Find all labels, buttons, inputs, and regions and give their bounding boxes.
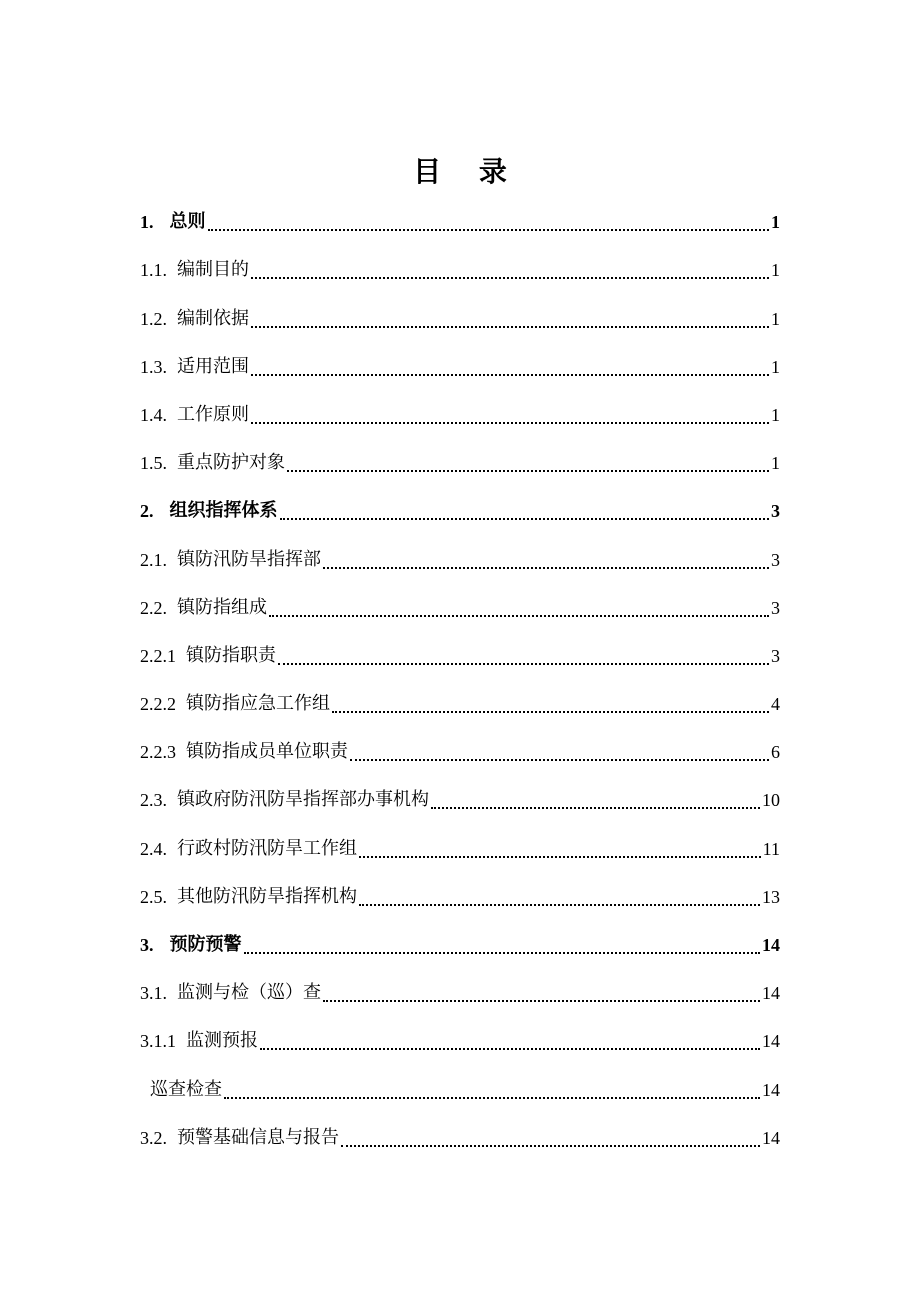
toc-entry-number: 2.5. bbox=[140, 886, 167, 907]
toc-entry-page-number: 1 bbox=[771, 260, 780, 281]
toc-entry-page-number: 1 bbox=[771, 453, 780, 474]
toc-entry-label: 巡查检查 bbox=[150, 1078, 222, 1100]
toc-dot-leader bbox=[244, 921, 761, 969]
toc-entry[interactable] bbox=[140, 487, 780, 535]
toc-dot-leader bbox=[359, 873, 760, 921]
toc-entry-page-number: 14 bbox=[762, 1031, 780, 1052]
toc-dot-leader bbox=[332, 680, 769, 728]
toc-dot-leader bbox=[208, 198, 770, 246]
toc-entry[interactable] bbox=[140, 198, 780, 246]
toc-entry-number: 2.4. bbox=[140, 838, 167, 859]
toc-entry-page-number: 14 bbox=[762, 1127, 780, 1148]
toc-dot-leader bbox=[341, 1114, 760, 1162]
toc-entry[interactable] bbox=[140, 246, 780, 294]
toc-entry[interactable] bbox=[140, 535, 780, 583]
toc-entry-number: 1.1. bbox=[140, 260, 167, 281]
toc-entry-page-number: 6 bbox=[771, 742, 780, 763]
toc-entry-page-number: 3 bbox=[771, 549, 780, 570]
toc-entry-number: 2. bbox=[140, 501, 154, 522]
toc-entry-page-number: 14 bbox=[762, 983, 780, 1004]
toc-entry[interactable] bbox=[140, 873, 780, 921]
toc-entry-label: 预防预警 bbox=[169, 934, 242, 955]
toc-entry[interactable] bbox=[140, 1114, 780, 1162]
toc-dot-leader bbox=[431, 776, 760, 824]
toc-entry-label: 组织指挥体系 bbox=[169, 500, 278, 522]
toc-entry[interactable] bbox=[140, 439, 780, 487]
toc-entry[interactable] bbox=[140, 776, 780, 824]
toc-entry-label: 镇防指组成 bbox=[177, 596, 267, 618]
toc-entry-number: 2.1. bbox=[140, 549, 167, 570]
toc-entry-label: 镇政府防汛防旱指挥部办事机构 bbox=[177, 789, 429, 811]
toc-entry-page-number: 1 bbox=[771, 308, 780, 329]
toc-dot-leader bbox=[323, 969, 760, 1017]
toc-entry-page-number: 10 bbox=[762, 790, 780, 811]
toc-entry-number: 2.3. bbox=[140, 790, 167, 811]
toc-entry-page-number: 1 bbox=[771, 356, 780, 377]
toc-dot-leader bbox=[251, 343, 769, 391]
toc-entry-page-number: 11 bbox=[762, 838, 780, 859]
toc-entry-page-number: 3 bbox=[771, 597, 780, 618]
toc-entry-label: 其他防汛防旱指挥机构 bbox=[177, 885, 357, 907]
toc-entry-number: 3.1. bbox=[140, 983, 167, 1004]
toc-entry[interactable] bbox=[140, 969, 780, 1017]
toc-entry-number: 2.2.1 bbox=[140, 645, 176, 666]
toc-entry-label: 编制依据 bbox=[177, 307, 249, 329]
toc-entry-page-number: 13 bbox=[762, 886, 780, 907]
toc-entry-label: 适用范围 bbox=[177, 355, 249, 377]
toc-entry[interactable] bbox=[140, 921, 780, 969]
toc-entry-label: 镇防指成员单位职责 bbox=[186, 741, 348, 763]
toc-entry-number: 1. bbox=[140, 212, 154, 233]
toc-dot-leader bbox=[269, 584, 769, 632]
toc-dot-leader bbox=[350, 728, 769, 776]
toc-entry-label: 工作原则 bbox=[177, 403, 249, 425]
toc-entry-number: 1.2. bbox=[140, 308, 167, 329]
toc-entry-label: 镇防指职责 bbox=[186, 644, 276, 666]
toc-entry[interactable] bbox=[140, 391, 780, 439]
toc-entry-label: 监测预报 bbox=[186, 1030, 258, 1052]
toc-entry[interactable] bbox=[140, 824, 780, 872]
toc-entry-label: 编制目的 bbox=[177, 259, 249, 281]
toc-dot-leader bbox=[278, 632, 769, 680]
toc-entry-label: 监测与检（巡）查 bbox=[177, 982, 321, 1004]
toc-entry-label: 预警基础信息与报告 bbox=[177, 1126, 339, 1148]
toc-entry-page-number: 14 bbox=[762, 1079, 780, 1100]
toc-entry[interactable] bbox=[140, 1017, 780, 1065]
toc-dot-leader bbox=[280, 487, 770, 535]
toc-entry-label: 总则 bbox=[169, 211, 206, 233]
toc-entry-page-number: 14 bbox=[762, 935, 780, 955]
toc-entry-number: 1.3. bbox=[140, 356, 167, 377]
toc-list bbox=[140, 198, 780, 1162]
toc-entry-label: 行政村防汛防旱工作组 bbox=[177, 837, 357, 859]
toc-entry[interactable] bbox=[140, 584, 780, 632]
toc-entry-number: 3.1.1 bbox=[140, 1031, 176, 1052]
toc-entry-page-number: 1 bbox=[771, 212, 780, 233]
toc-dot-leader bbox=[251, 246, 769, 294]
toc-dot-leader bbox=[323, 536, 769, 584]
toc-entry-label: 镇防指应急工作组 bbox=[186, 693, 330, 715]
toc-entry-number: 2.2.3 bbox=[140, 742, 176, 763]
toc-dot-leader bbox=[251, 391, 769, 439]
toc-entry-page-number: 4 bbox=[771, 694, 780, 715]
toc-entry[interactable] bbox=[140, 343, 780, 391]
toc-entry-page-number: 3 bbox=[771, 645, 780, 666]
toc-dot-leader bbox=[251, 295, 769, 343]
toc-dot-leader bbox=[260, 1017, 760, 1065]
toc-entry-number: 2.2.2 bbox=[140, 694, 176, 715]
toc-dot-leader bbox=[359, 825, 761, 873]
toc-entry-label: 重点防护对象 bbox=[177, 452, 285, 474]
toc-entry-number: 1.4. bbox=[140, 404, 167, 425]
toc-dot-leader bbox=[224, 1066, 760, 1114]
toc-dot-leader bbox=[287, 439, 769, 487]
toc-entry[interactable] bbox=[140, 728, 780, 776]
toc-entry-number: 1.5. bbox=[140, 453, 167, 474]
toc-entry[interactable] bbox=[140, 632, 780, 680]
toc-entry-number: 2.2. bbox=[140, 597, 167, 618]
toc-entry-page-number: 1 bbox=[771, 404, 780, 425]
toc-entry[interactable] bbox=[140, 294, 780, 342]
toc-entry-number: 3.2. bbox=[140, 1127, 167, 1148]
toc-entry-label: 镇防汛防旱指挥部 bbox=[177, 548, 321, 570]
toc-entry[interactable] bbox=[140, 1065, 780, 1113]
toc-entry[interactable] bbox=[140, 680, 780, 728]
toc-entry-number: 3. bbox=[140, 935, 154, 955]
toc-title: 目 录 bbox=[413, 155, 521, 188]
toc-entry-page-number: 3 bbox=[771, 501, 780, 522]
